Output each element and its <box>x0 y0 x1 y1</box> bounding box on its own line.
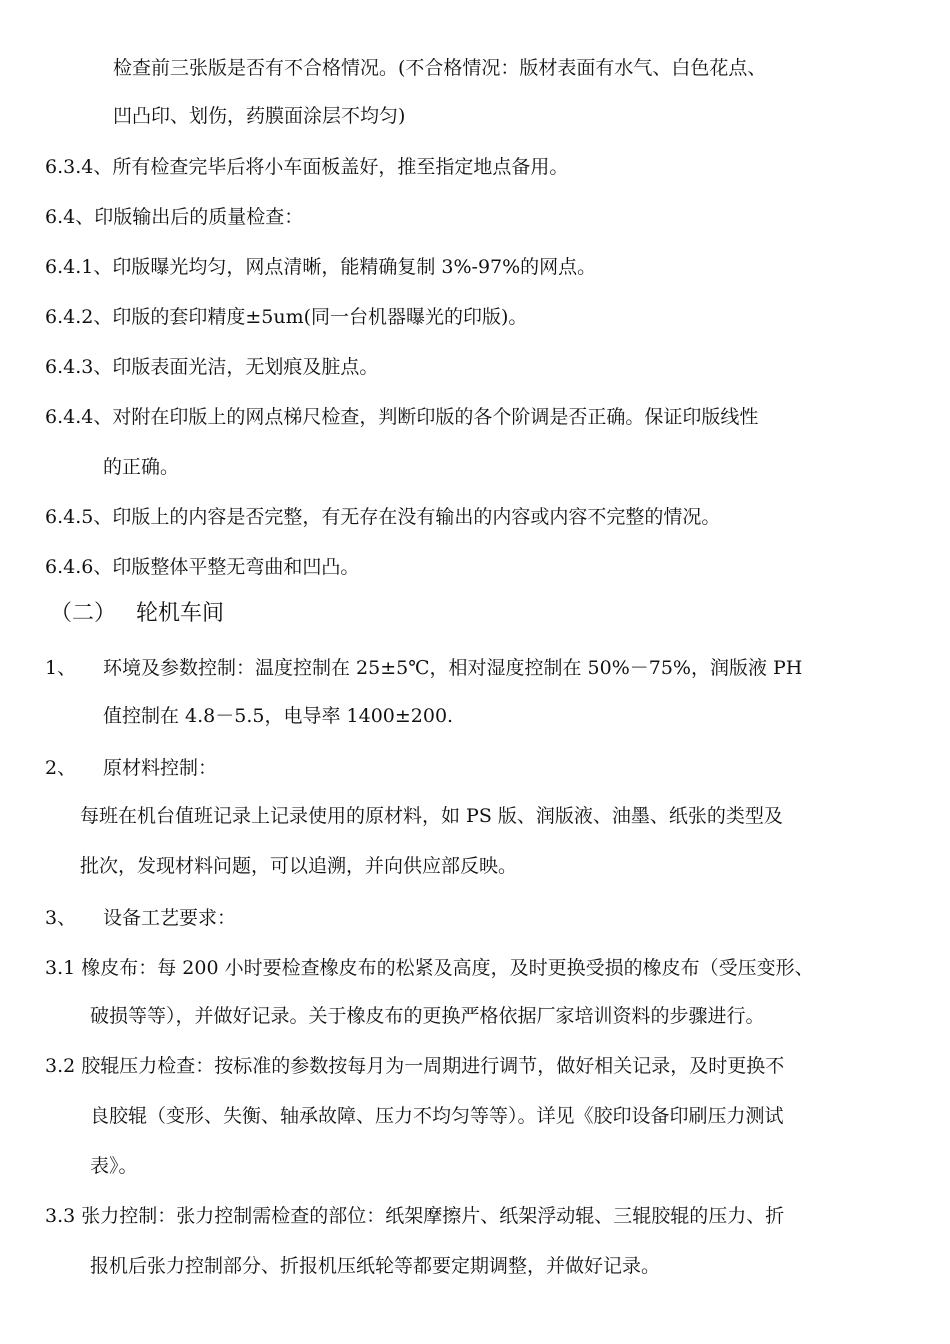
text-line: 良胶辊（变形、失衡、轴承故障、压力不均匀等等）。详见《胶印设备印刷压力测试 <box>90 1105 784 1127</box>
item-title: 原材料控制： <box>103 757 218 779</box>
text-line: 破损等等），并做好记录。关于橡皮布的更换严格依据厂家培训资料的步骤进行。 <box>90 1005 765 1027</box>
text-line: 检查前三张版是否有不合格情况。(不合格情况：版材表面有水气、白色花点、 <box>113 57 767 79</box>
text-line: 每班在机台值班记录上记录使用的原材料，如 PS 版、润版液、油墨、纸张的类型及 <box>80 805 783 827</box>
item-number: 2、 <box>45 757 77 779</box>
text-line: 3.1 橡皮布：每 200 小时要检查橡皮布的松紧及高度，及时更换受损的橡皮布（受压变形、 <box>45 957 814 979</box>
section-number: （二） <box>50 601 117 626</box>
text-line: 6.4.5、印版上的内容是否完整，有无存在没有输出的内容或内容不完整的情况。 <box>45 506 721 528</box>
item-number: 3、 <box>45 907 77 929</box>
text-line: 6.4.4、对附在印版上的网点梯尺检查，判断印版的各个阶调是否正确。保证印版线性 <box>45 406 759 428</box>
text-line: 环境及参数控制：温度控制在 25±5℃，相对湿度控制在 50%－75%，润版液 PH <box>103 657 803 679</box>
text-line: 值控制在 4.8－5.5，电导率 1400±200. <box>103 705 454 727</box>
text-line: 3.2 胶辊压力检查：按标准的参数按每月为一周期进行调节，做好相关记录，及时更换不 <box>45 1055 785 1077</box>
text-line: 的正确。 <box>103 456 180 478</box>
text-line: 6.3.4、所有检查完毕后将小车面板盖好，推至指定地点备用。 <box>45 156 569 178</box>
text-line: 报机后张力控制部分、折报机压纸轮等都要定期调整，并做好记录。 <box>90 1255 661 1277</box>
text-line: 3.3 张力控制：张力控制需检查的部位：纸架摩擦片、纸架浮动辊、三辊胶辊的压力、折 <box>45 1205 785 1227</box>
section-title: 轮机车间 <box>136 601 225 626</box>
text-line: 6.4.3、印版表面光洁，无划痕及脏点。 <box>45 356 379 378</box>
text-line: 表》。 <box>90 1155 138 1177</box>
section-heading: 6.4、印版输出后的质量检查： <box>45 206 304 228</box>
text-line: 6.4.2、印版的套印精度±5um(同一台机器曝光的印版)。 <box>45 306 528 328</box>
text-line: 6.4.1、印版曝光均匀，网点清晰，能精确复制 3%-97%的网点。 <box>45 256 597 278</box>
item-number: 1、 <box>45 657 77 679</box>
text-line: 批次，发现材料问题，可以追溯，并向供应部反映。 <box>80 855 518 877</box>
text-line: 6.4.6、印版整体平整无弯曲和凹凸。 <box>45 556 360 578</box>
text-line: 凹凸印、划伤，药膜面涂层不均匀) <box>113 105 406 127</box>
item-title: 设备工艺要求： <box>103 907 237 929</box>
